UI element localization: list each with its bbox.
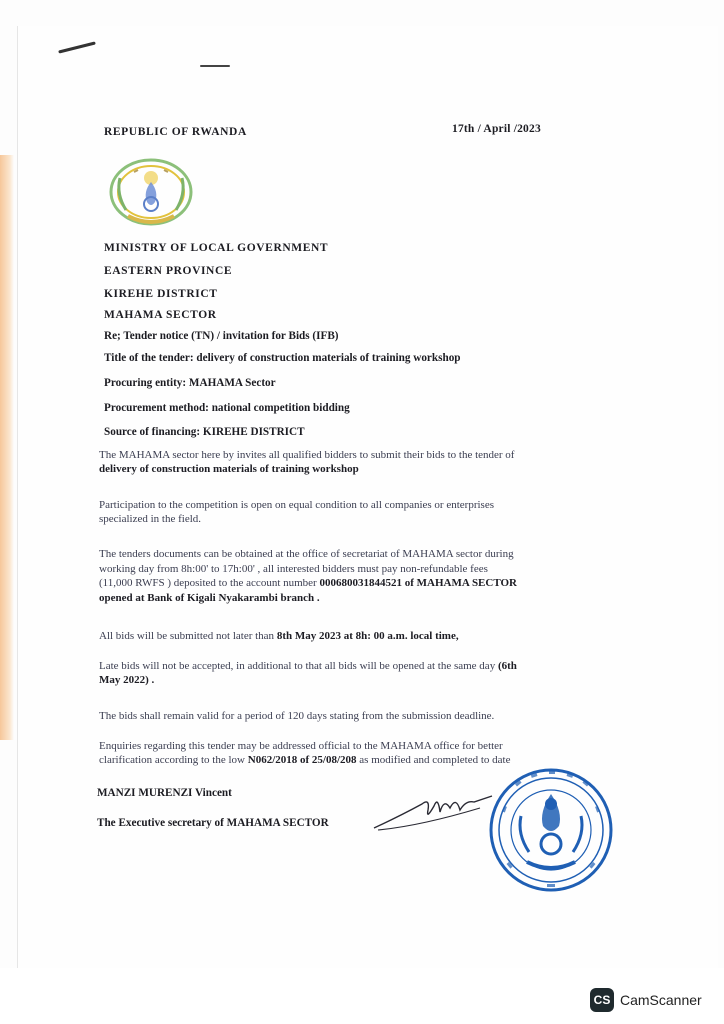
deadline-text: All bids will be submitted not later than xyxy=(99,630,277,642)
district-line: KIREHE DISTRICT xyxy=(104,288,218,300)
scan-edge-shadow xyxy=(0,155,14,740)
paragraph-line: Enquiries regarding this tender may be addressed official to the MAHAMA office for better xyxy=(99,740,503,752)
late-bids-text: Late bids will not be accepted, in additional to that all bids will be opened at the same day xyxy=(99,660,498,672)
camscanner-label: CamScanner xyxy=(620,992,702,1008)
procurement-method: Procurement method: national competition bidding xyxy=(104,402,350,414)
source-of-financing: Source of financing: KIREHE DISTRICT xyxy=(104,426,305,438)
paragraph-line xyxy=(99,659,609,673)
paragraph-participation xyxy=(99,498,609,526)
account-number: 000680031844521 of MAHAMA SECTOR xyxy=(319,577,517,589)
paragraph-line: Participation to the competition is open on equal condition to all companies or enterprises xyxy=(99,499,494,511)
official-seal-icon xyxy=(487,764,615,896)
scan-mark xyxy=(200,65,230,67)
procuring-entity: Procuring entity: MAHAMA Sector xyxy=(104,377,276,389)
province-line: EASTERN PROVINCE xyxy=(104,265,233,277)
paragraph-late-bids xyxy=(99,659,609,687)
tender-title: Title of the tender: delivery of construction materials of training workshop xyxy=(104,352,461,364)
camscanner-watermark xyxy=(590,985,702,1015)
paragraph-line: delivery of construction materials of training workshop xyxy=(99,463,359,475)
signatory-name: MANZI MURENZI Vincent xyxy=(97,787,232,799)
law-reference: N062/2018 of 25/08/208 xyxy=(247,754,357,766)
paragraph-documents xyxy=(99,547,609,605)
opening-date: (6th xyxy=(497,660,517,672)
paragraph-line xyxy=(99,576,609,591)
paragraph-line: specialized in the field. xyxy=(99,513,202,525)
country-heading: REPUBLIC OF RWANDA xyxy=(104,126,247,138)
paragraph-enquiries xyxy=(99,739,609,767)
re-line: Re; Tender notice (TN) / invitation for Bids (IFB) xyxy=(104,330,339,342)
paragraph-deadline xyxy=(99,629,609,643)
handwritten-signature xyxy=(370,786,500,834)
deadline-date: 8th May 2023 at 8h: 00 a.m. local time, xyxy=(276,630,459,642)
paragraph-line: opened at Bank of Kigali Nyakarambi branch . xyxy=(99,591,320,604)
sector-line: MAHAMA SECTOR xyxy=(104,309,217,321)
fee-text: (11,000 RWFS ) deposited to the account number xyxy=(99,577,320,589)
signatory-title: The Executive secretary of MAHAMA SECTOR xyxy=(97,817,329,829)
law-text-end: as modified and completed to date xyxy=(356,754,511,766)
paragraph-line: May 2022) . xyxy=(99,674,155,686)
paragraph-invitation xyxy=(99,448,609,476)
paragraph-validity: The bids shall remain valid for a period of 120 days stating from the submission deadline. xyxy=(99,710,495,722)
camscanner-logo-icon: CS xyxy=(590,988,614,1012)
paragraph-line: The tenders documents can be obtained at the office of secretariat of MAHAMA sector during xyxy=(99,548,514,560)
document-date: 17th / April /2023 xyxy=(452,123,541,135)
paragraph-line: working day from 8h:00' to 17h:00' , all interested bidders must pay non-refundable fees xyxy=(99,562,488,575)
rwanda-coat-of-arms-icon xyxy=(102,158,200,230)
paragraph-line: The MAHAMA sector here by invites all qualified bidders to submit their bids to the tender of xyxy=(99,449,515,461)
ministry-line: MINISTRY OF LOCAL GOVERNMENT xyxy=(104,242,329,254)
law-text: clarification according to the low xyxy=(99,754,248,766)
